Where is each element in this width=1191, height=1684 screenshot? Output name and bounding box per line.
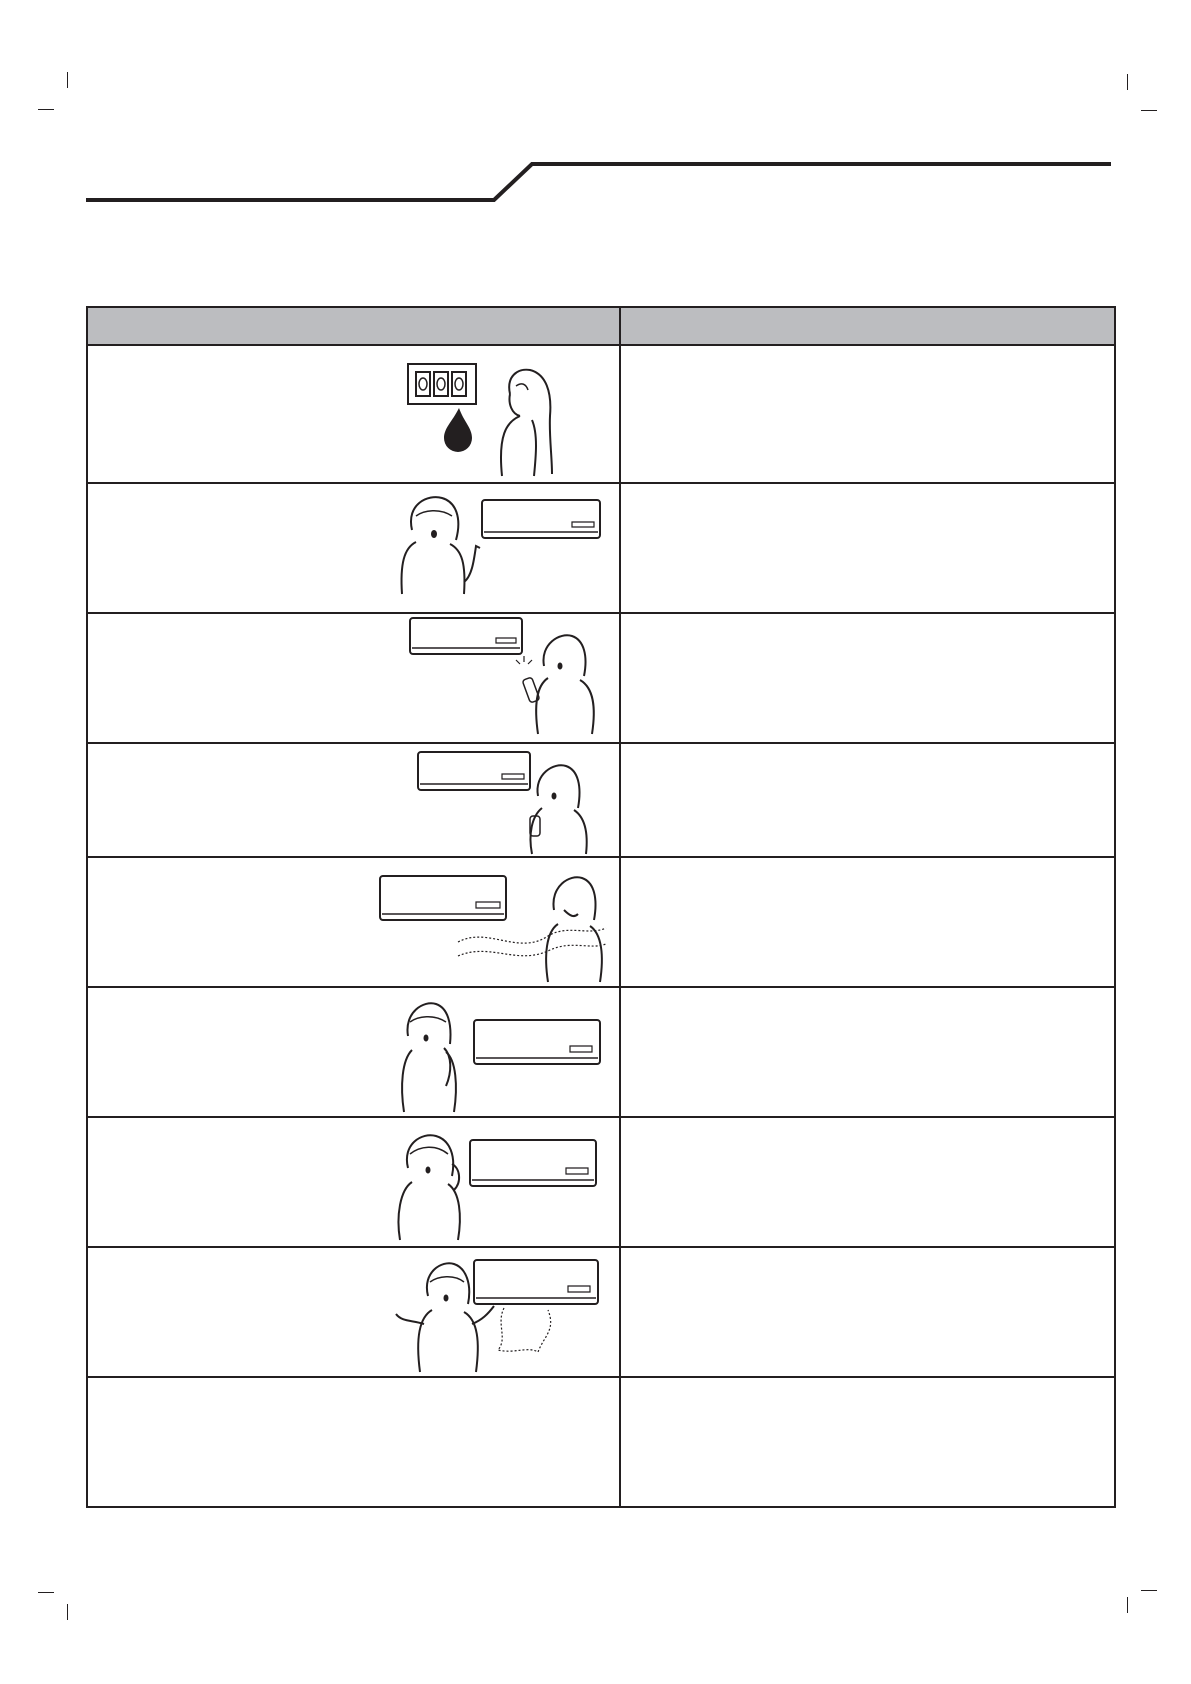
solution-text xyxy=(621,1378,1114,1398)
table-row xyxy=(87,1247,1115,1377)
table-row xyxy=(87,345,1115,483)
problem-cell xyxy=(87,743,620,857)
solution-text xyxy=(621,614,1114,634)
solution-text xyxy=(621,484,1114,504)
solution-cell xyxy=(620,483,1115,613)
crop-mark xyxy=(1141,1590,1157,1591)
solution-text xyxy=(621,346,1114,366)
table-row xyxy=(87,857,1115,987)
remote-under-unit-illustration xyxy=(408,616,608,738)
problem-cell xyxy=(87,1117,620,1247)
solution-cell xyxy=(620,613,1115,743)
solution-cell xyxy=(620,987,1115,1117)
problem-cell xyxy=(87,613,620,743)
table-row xyxy=(87,613,1115,743)
pointing-at-unit-illustration xyxy=(392,490,602,602)
solution-cell xyxy=(620,1377,1115,1507)
solution-cell xyxy=(620,1247,1115,1377)
problem-text xyxy=(88,1378,619,1398)
solution-text xyxy=(621,1248,1114,1268)
problem-cell xyxy=(87,987,620,1117)
problem-cell xyxy=(87,483,620,613)
crop-mark xyxy=(67,1604,68,1620)
column-header-problem xyxy=(87,307,620,345)
crop-mark xyxy=(38,1592,54,1593)
solution-text xyxy=(621,858,1114,878)
odor-illustration xyxy=(378,866,608,984)
column-header-solution xyxy=(620,307,1115,345)
solution-cell xyxy=(620,345,1115,483)
problem-cell xyxy=(87,1247,620,1377)
crop-mark xyxy=(1127,1597,1128,1613)
problem-cell xyxy=(87,857,620,987)
listening-to-unit-illustration xyxy=(390,1124,600,1244)
solution-cell xyxy=(620,1117,1115,1247)
mist-from-unit-illustration xyxy=(388,1254,602,1374)
table-row xyxy=(87,1377,1115,1507)
breaker-panel-illustration xyxy=(406,356,576,478)
thinking-beside-unit-illustration xyxy=(392,996,602,1114)
table-header-row xyxy=(87,307,1115,345)
solution-text xyxy=(621,1118,1114,1138)
problem-cell xyxy=(87,345,620,483)
solution-cell xyxy=(620,857,1115,987)
troubleshooting-table xyxy=(86,306,1116,1508)
table-row xyxy=(87,483,1115,613)
table-row xyxy=(87,1117,1115,1247)
table-row xyxy=(87,743,1115,857)
solution-cell xyxy=(620,743,1115,857)
header-rule xyxy=(0,0,1191,220)
solution-text xyxy=(621,988,1114,1008)
remote-unit-illustration xyxy=(416,750,596,856)
table-row xyxy=(87,987,1115,1117)
problem-cell xyxy=(87,1377,620,1507)
solution-text xyxy=(621,744,1114,764)
